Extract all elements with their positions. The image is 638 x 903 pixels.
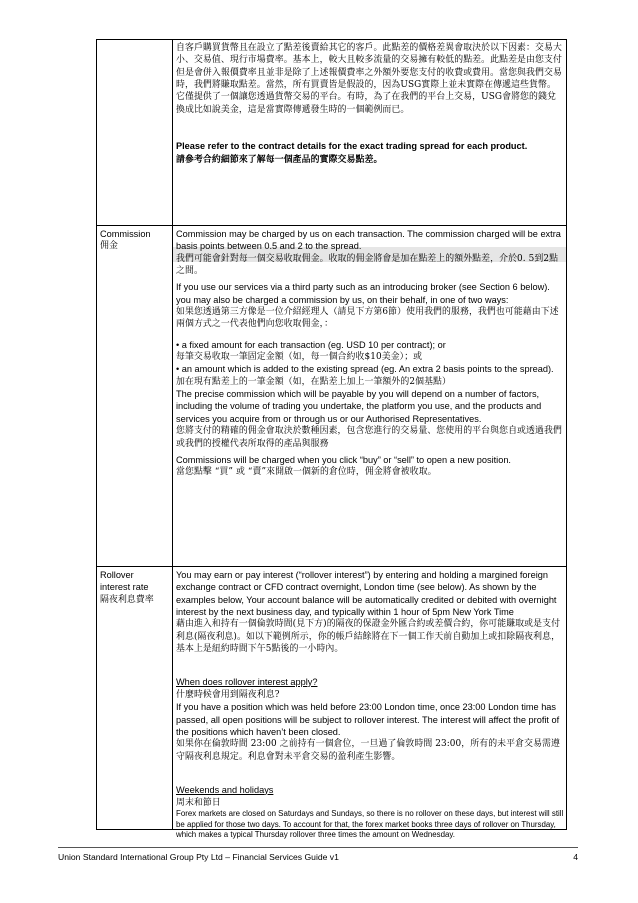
commission-bullet2-en: • an amount which is added to the existing spread (eg. An extra 2 basis points to the spread). (176, 364, 554, 375)
commission-p3-zh: 您將支付的精確的佣金會取決於數種因素，包含您進行的交易量、您使用的平台與您自或透過我們或我們的授權代表所取得的產品與服務 (176, 426, 562, 449)
spread-note-zh: 請參考合約細節來了解每一個產品的實際交易點差。 (176, 154, 383, 165)
weekends-heading (176, 771, 564, 809)
commission-label-en: Commission (100, 229, 151, 239)
commission-label-cell (100, 228, 170, 253)
spread-zh-paragraph: 自客戶購買貨幣且在設立了點差後賣給其它的客戶。此點差的價格差異會取決於以下因素：交易大小、交易值、現行市場費率。基本上，較大且較多流量的交易擁有較低的點差。此點差是由您支付但是會併入報價費率且並非是除了上述報價費率之外額外要您支付的收費或費用。當您與我們交易時，我們將賺取點差。當然，所有買賣皆是假設的，因為USG實際上並未實際在傳遞這些貨幣。它僅提供了一個讓您透過貨幣交易的平台。有時，為了在我們的平台上交易，USG會將您的錢兌換成比如說美金，這是當實際傳遞發生時的一個範例而已。 (176, 43, 562, 115)
spread-note-en: Please refer to the contract details for the exact trading spread for each product. (176, 141, 528, 152)
rollover-question-zh: 什麼時候會用到隔夜利息? (176, 690, 280, 701)
commission-p4-zh: 當您點擊 “買” 或 “賣”來開啟一個新的倉位時，佣金將會被收取。 (176, 467, 437, 478)
rollover-p1-zh: 藉由進入和持有一個倫敦時間(見下方)的隔夜的保證金外匯合約或差價合約，你可能賺取或是支付利息(隔夜利息)。如以下範例所示，你的帳戶結餘將在下一個工作天前自動加上或扣除隔夜利息，基本上是紐約時間下午5點後的一小時內。 (176, 619, 561, 655)
commission-p1-en: Commission may be charged by us on each transaction. The commission charged will be extra basis points between 0.5 and 2 to the spread. (176, 229, 561, 252)
rollover-content-cell (176, 569, 564, 841)
rollover-label-cell (100, 569, 170, 606)
weekends-heading-en: Weekends and holidays (176, 784, 274, 795)
row-divider (96, 225, 567, 226)
weekends-heading-zh: 周末和節日 (176, 797, 221, 808)
footer-rule (58, 847, 578, 848)
rollover-p2-zh: 如果你在倫敦時間 23:00 之前持有一個倉位，一旦過了倫敦時間 23:00，所有的未平倉交易需遵守隔夜利息規定。利息會對未平倉交易的盈利產生影響。 (176, 739, 561, 762)
rollover-label-en1: Rollover (100, 570, 134, 580)
row-divider (96, 566, 567, 567)
commission-content-cell (176, 228, 564, 479)
page-footer (58, 852, 578, 862)
commission-bullet1-en: • a fixed amount for each transaction (eg. USD 10 per contract); or (176, 339, 446, 350)
weekends-paragraph: Forex markets are closed on Saturdays and Sundays, so there is no rollover on these days, but interest will still be applied for those two days. To account for that, the forex market books three days of rollover on Thursday, which makes a typical Thursday rollover three times the amount on Wednesday. (176, 809, 564, 840)
rollover-p1-en: You may earn or pay interest (“rollover interest”) by entering and holding a margined foreign exchange contract or CFD contract overnight, London time (see below). As shown by the examples below, Your account balance will be automatically credited or debited with overnight interest by the next business day, and typically within 1 hour of 5pm New York Time (176, 570, 557, 618)
rollover-question (176, 663, 564, 701)
rollover-question-en: When does rollover interest apply? (176, 676, 318, 687)
commission-p2-zh: 如果您透過第三方像是一位介紹經理人（請見下方第6節）使用我們的服務，我們也可能藉由下述兩個方式之一代表他們向您收取佣金，： (176, 307, 559, 330)
commission-label-zh: 佣金 (100, 241, 118, 252)
commission-p3-en: The precise commission which will be payable by you will depend on a number of factors, including the volume of trading you undertake, the platform you use, and the products and services you acquire from or through us or our Authorised Representatives. (176, 389, 542, 424)
footer-text: Union Standard International Group Pty Ltd – Financial Services Guide v1 (58, 852, 339, 862)
spread-details-cell (176, 42, 564, 166)
page-number: 4 (573, 852, 578, 862)
rollover-label-zh: 隔夜利息費率 (100, 594, 154, 605)
commission-p4-en: Commissions will be charged when you click “buy” or “sell” to open a new position. (176, 454, 511, 465)
commission-p2-en: If you use our services via a third party such as an introducing broker (see Section 6 below). you may also be charged a commission by us, on their behalf, in one of two ways: (176, 282, 550, 305)
column-divider (172, 39, 173, 830)
commission-p1-zh: 我們可能會針對每一個交易收取佣金。收取的佣金將會是加在點差上的額外點差，介於0. 5到2點之間。 (176, 253, 559, 277)
spread-note (176, 128, 564, 166)
table-border-right (566, 39, 567, 830)
rollover-p2-en: If you have a position which was held before 23:00 London time, once 23:00 London time has passed, all open positions will be subject to rollover interest. The interest will affect the profit of the positions which haven’t been closed. (176, 702, 560, 738)
table-border-left (96, 39, 97, 830)
services-table (96, 39, 567, 840)
commission-bullet2-zh: 加在現有點差上的一筆金額（如，在點差上加上一筆額外的2個基點） (176, 376, 451, 387)
rollover-label-en2: interest rate (100, 582, 149, 593)
commission-bullet1-zh: 每筆交易收取一筆固定金額（如，每一個合約收$10美金）；或 (176, 352, 423, 363)
table-border-top (96, 39, 567, 40)
